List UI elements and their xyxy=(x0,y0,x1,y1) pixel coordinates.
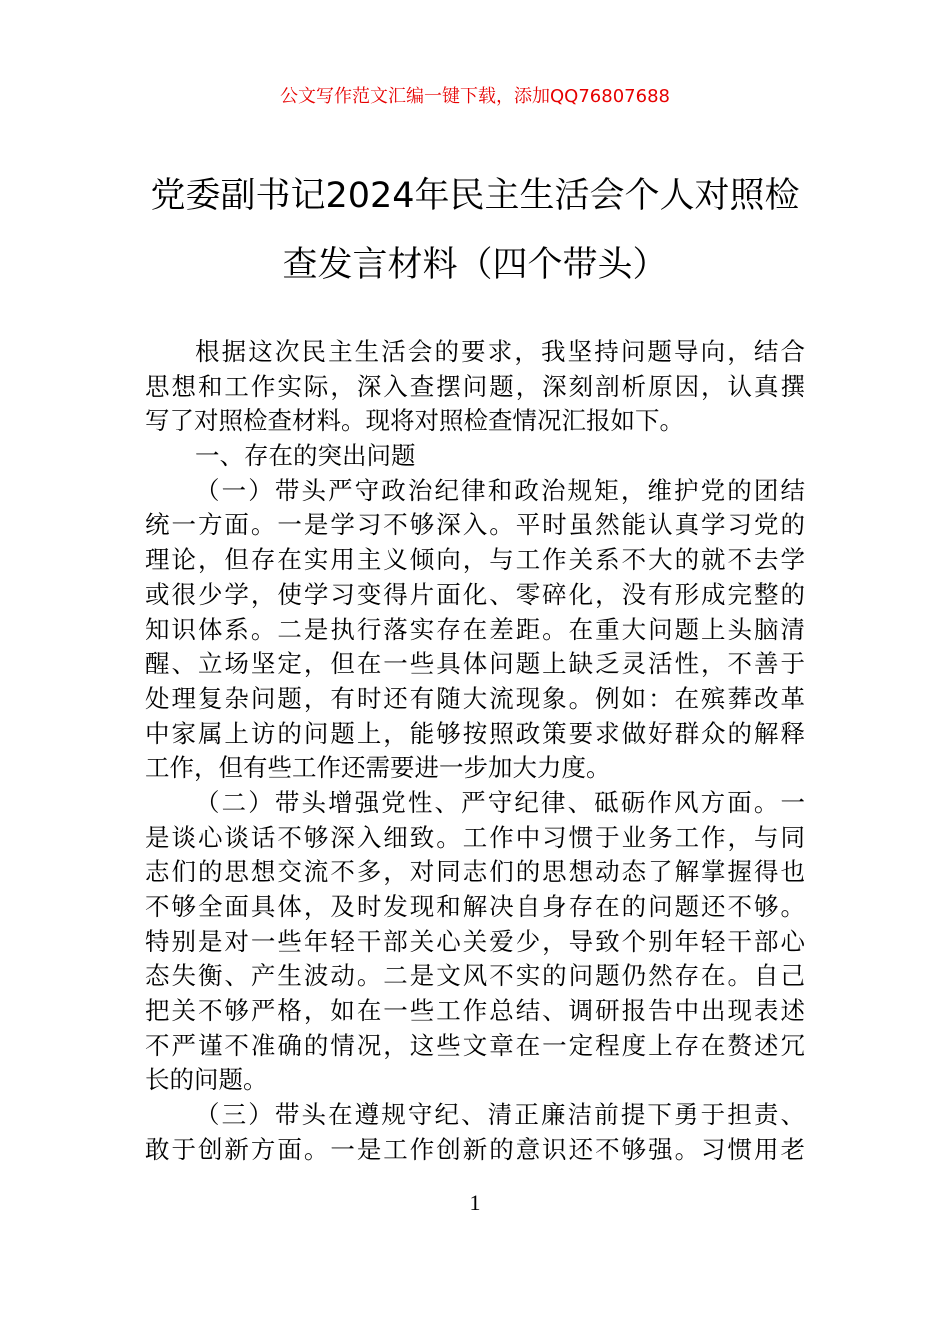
paragraph xyxy=(145,786,805,1098)
page-number: 1 xyxy=(469,1190,481,1215)
text-line: 工作，但有些工作还需要进一步加大力度。 xyxy=(145,753,611,783)
text-line: （三）带头在遵规守纪、清正廉洁前提下勇于担责、 xyxy=(195,1100,805,1130)
text-line: 敢于创新方面。一是工作创新的意识还不够强。习惯用老 xyxy=(145,1134,805,1164)
text-line: 思想和工作实际，深入查摆问题，深刻剖析原因，认真撰 xyxy=(145,371,805,401)
text-line: 知识体系。二是执行落实存在差距。在重大问题上头脑清 xyxy=(145,614,805,644)
text-line: 把关不够严格，如在一些工作总结、调研报告中出现表述 xyxy=(145,996,805,1026)
text-line: 根据这次民主生活会的要求，我坚持问题导向，结合 xyxy=(195,337,805,366)
text-line: 长的问题。 xyxy=(145,1065,268,1095)
text-line: 志们的思想交流不多，对同志们的思想动态了解掌握得也 xyxy=(145,857,805,887)
text-line: 醒、立场坚定，但在一些具体问题上缺乏灵活性，不善于 xyxy=(145,649,805,679)
document-title-line-1: 党委副书记2024年民主生活会个人对照检 xyxy=(150,176,800,216)
download-banner: 公文写作范文汇编一键下载，添加QQ76807688 xyxy=(280,86,670,107)
text-line: 不严谨不准确的情况，这些文章在一定程度上存在赘述冗 xyxy=(145,1030,805,1060)
paragraph xyxy=(145,335,805,439)
text-line: 或很少学，使学习变得片面化、零碎化，没有形成完整的 xyxy=(145,579,805,609)
text-line: 理论，但存在实用主义倾向，与工作关系不大的就不去学 xyxy=(145,545,805,575)
text-line: 写了对照检查材料。现将对照检查情况汇报如下。 xyxy=(145,406,684,436)
text-line: 特别是对一些年轻干部关心关爱少，导致个别年轻干部心 xyxy=(145,926,805,956)
document-title-line-2: 查发言材料（四个带头） xyxy=(282,245,668,285)
text-line: 是谈心谈话不够深入细致。工作中习惯于业务工作，与同 xyxy=(145,822,805,852)
paragraph xyxy=(145,474,805,786)
text-line: 中家属上访的问题上，能够按照政策要求做好群众的解释 xyxy=(145,718,805,748)
paragraph xyxy=(145,439,805,474)
text-line: （二）带头增强党性、严守纪律、砥砺作风方面。一 xyxy=(195,787,805,817)
text-line: 统一方面。一是学习不够深入。平时虽然能认真学习党的 xyxy=(145,510,805,540)
text-line: 一、存在的突出问题 xyxy=(195,441,416,471)
text-line: 处理复杂问题，有时还有随大流现象。例如：在殡葬改革 xyxy=(145,683,805,713)
paragraph xyxy=(145,1098,805,1167)
text-line: 不够全面具体，及时发现和解决自身存在的问题还不够。 xyxy=(145,892,805,921)
document-body xyxy=(145,335,805,1168)
text-line: 态失衡、产生波动。二是文风不实的问题仍然存在。自己 xyxy=(145,961,805,991)
text-line: （一）带头严守政治纪律和政治规矩，维护党的团结 xyxy=(195,475,805,505)
